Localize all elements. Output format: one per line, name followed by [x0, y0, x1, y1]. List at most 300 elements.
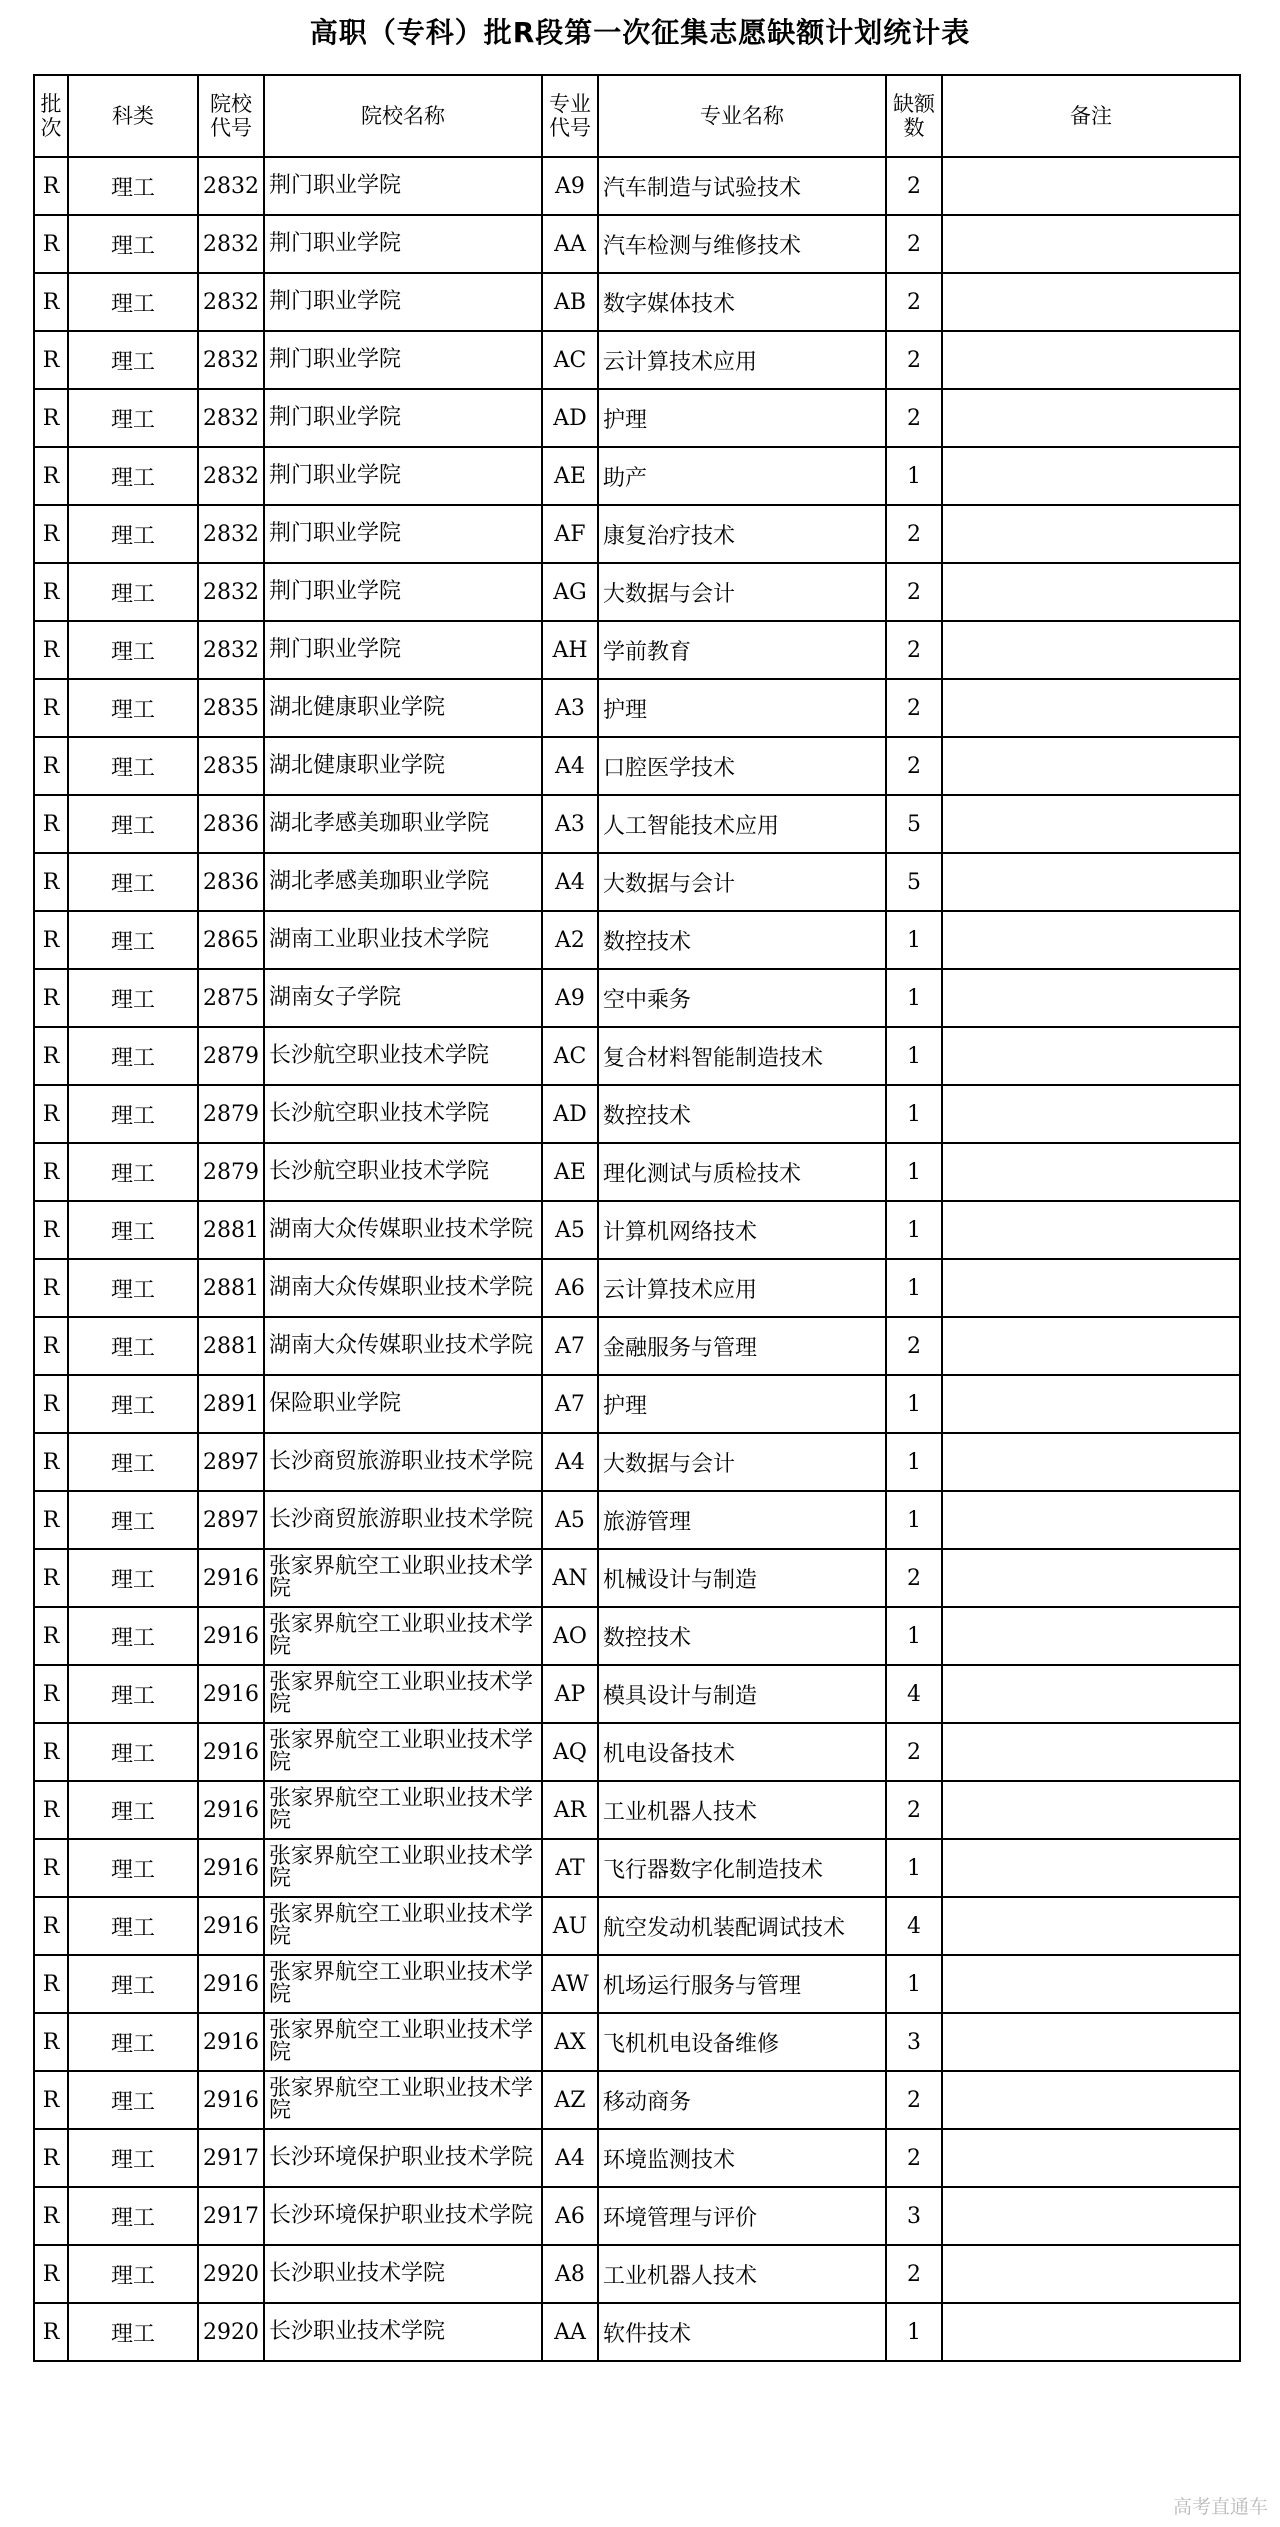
cell-batch: R — [34, 1317, 68, 1375]
cell-remark — [942, 389, 1240, 447]
cell-category: 理工 — [68, 1375, 198, 1433]
cell-major-name: 飞机机电设备维修 — [598, 2013, 886, 2071]
cell-category: 理工 — [68, 679, 198, 737]
cell-school-name: 长沙环境保护职业技术学院 — [264, 2129, 542, 2187]
cell-school-name: 长沙航空职业技术学院 — [264, 1027, 542, 1085]
cell-quota: 2 — [886, 389, 942, 447]
table-row — [34, 447, 1240, 505]
cell-major-code: AX — [542, 2013, 598, 2071]
cell-major-code: A3 — [542, 679, 598, 737]
cell-school-code: 2832 — [198, 621, 264, 679]
cell-category: 理工 — [68, 1781, 198, 1839]
table-row — [34, 621, 1240, 679]
cell-remark — [942, 1375, 1240, 1433]
cell-remark — [942, 2129, 1240, 2187]
cell-major-code: AC — [542, 331, 598, 389]
cell-quota: 5 — [886, 795, 942, 853]
cell-batch: R — [34, 273, 68, 331]
cell-major-code: AB — [542, 273, 598, 331]
cell-school-name: 张家界航空工业职业技术学院 — [264, 1839, 542, 1897]
cell-major-name: 航空发动机装配调试技术 — [598, 1897, 886, 1955]
cell-remark — [942, 215, 1240, 273]
cell-school-name: 荆门职业学院 — [264, 505, 542, 563]
cell-school-code: 2897 — [198, 1491, 264, 1549]
cell-major-name: 数控技术 — [598, 1607, 886, 1665]
cell-major-name: 理化测试与质检技术 — [598, 1143, 886, 1201]
cell-major-code: A9 — [542, 969, 598, 1027]
cell-school-code: 2835 — [198, 679, 264, 737]
cell-remark — [942, 969, 1240, 1027]
cell-school-name: 张家界航空工业职业技术学院 — [264, 1665, 542, 1723]
header-school-name: 院校名称 — [264, 75, 542, 157]
table-row — [34, 911, 1240, 969]
cell-category: 理工 — [68, 1201, 198, 1259]
cell-category: 理工 — [68, 2303, 198, 2361]
cell-major-code: AD — [542, 389, 598, 447]
cell-school-name: 张家界航空工业职业技术学院 — [264, 2071, 542, 2129]
cell-major-name: 护理 — [598, 1375, 886, 1433]
page-title: 高职（专科）批R段第一次征集志愿缺额计划统计表 — [309, 16, 971, 49]
cell-major-code: A4 — [542, 737, 598, 795]
cell-batch: R — [34, 1143, 68, 1201]
cell-school-code: 2836 — [198, 853, 264, 911]
table-row — [34, 2071, 1240, 2129]
cell-batch: R — [34, 2303, 68, 2361]
cell-major-code: A7 — [542, 1375, 598, 1433]
cell-school-code: 2881 — [198, 1317, 264, 1375]
table-row — [34, 1259, 1240, 1317]
cell-batch: R — [34, 2013, 68, 2071]
cell-school-name: 长沙航空职业技术学院 — [264, 1085, 542, 1143]
cell-school-code: 2897 — [198, 1433, 264, 1491]
cell-school-code: 2917 — [198, 2187, 264, 2245]
cell-school-code: 2920 — [198, 2245, 264, 2303]
cell-school-name: 荆门职业学院 — [264, 563, 542, 621]
header-major-name: 专业名称 — [598, 75, 886, 157]
cell-major-name: 数控技术 — [598, 1085, 886, 1143]
cell-quota: 2 — [886, 505, 942, 563]
cell-category: 理工 — [68, 215, 198, 273]
cell-school-code: 2832 — [198, 331, 264, 389]
cell-school-code: 2881 — [198, 1259, 264, 1317]
cell-major-name: 云计算技术应用 — [598, 331, 886, 389]
cell-remark — [942, 1665, 1240, 1723]
cell-school-code: 2836 — [198, 795, 264, 853]
cell-school-name: 长沙商贸旅游职业技术学院 — [264, 1491, 542, 1549]
cell-quota: 2 — [886, 2245, 942, 2303]
cell-batch: R — [34, 1607, 68, 1665]
cell-category: 理工 — [68, 1897, 198, 1955]
cell-remark — [942, 331, 1240, 389]
cell-major-code: A2 — [542, 911, 598, 969]
cell-batch: R — [34, 1375, 68, 1433]
cell-quota: 1 — [886, 969, 942, 1027]
cell-school-code: 2881 — [198, 1201, 264, 1259]
cell-school-code: 2916 — [198, 1723, 264, 1781]
cell-category: 理工 — [68, 389, 198, 447]
cell-remark — [942, 1549, 1240, 1607]
cell-category: 理工 — [68, 2013, 198, 2071]
cell-quota: 1 — [886, 1491, 942, 1549]
table-row — [34, 563, 1240, 621]
cell-quota: 1 — [886, 1375, 942, 1433]
cell-school-code: 2865 — [198, 911, 264, 969]
cell-major-code: A4 — [542, 1433, 598, 1491]
cell-major-name: 工业机器人技术 — [598, 1781, 886, 1839]
cell-remark — [942, 2013, 1240, 2071]
cell-school-name: 张家界航空工业职业技术学院 — [264, 1723, 542, 1781]
cell-major-code: AE — [542, 1143, 598, 1201]
cell-major-code: A6 — [542, 2187, 598, 2245]
header-batch: 批次 — [34, 75, 68, 157]
cell-batch: R — [34, 2071, 68, 2129]
cell-category: 理工 — [68, 1085, 198, 1143]
cell-remark — [942, 505, 1240, 563]
header-category: 科类 — [68, 75, 198, 157]
cell-school-name: 荆门职业学院 — [264, 157, 542, 215]
cell-school-name: 湖南工业职业技术学院 — [264, 911, 542, 969]
cell-quota: 2 — [886, 1723, 942, 1781]
cell-school-name: 张家界航空工业职业技术学院 — [264, 1549, 542, 1607]
cell-major-name: 金融服务与管理 — [598, 1317, 886, 1375]
cell-batch: R — [34, 1491, 68, 1549]
cell-school-code: 2916 — [198, 1781, 264, 1839]
cell-major-name: 助产 — [598, 447, 886, 505]
cell-category: 理工 — [68, 563, 198, 621]
cell-batch: R — [34, 1781, 68, 1839]
cell-major-code: AU — [542, 1897, 598, 1955]
table-row — [34, 1723, 1240, 1781]
cell-major-code: AA — [542, 215, 598, 273]
quota-table — [33, 74, 1241, 2362]
cell-remark — [942, 1607, 1240, 1665]
cell-major-code: AW — [542, 1955, 598, 2013]
header-school-code: 院校代号 — [198, 75, 264, 157]
cell-school-code: 2916 — [198, 1897, 264, 1955]
cell-remark — [942, 1491, 1240, 1549]
table-row — [34, 2129, 1240, 2187]
cell-remark — [942, 1201, 1240, 1259]
cell-major-code: AQ — [542, 1723, 598, 1781]
cell-major-code: A9 — [542, 157, 598, 215]
cell-remark — [942, 1085, 1240, 1143]
cell-quota: 2 — [886, 1317, 942, 1375]
table-row — [34, 1897, 1240, 1955]
cell-batch: R — [34, 2245, 68, 2303]
cell-batch: R — [34, 157, 68, 215]
cell-school-name: 张家界航空工业职业技术学院 — [264, 1781, 542, 1839]
cell-school-name: 长沙商贸旅游职业技术学院 — [264, 1433, 542, 1491]
cell-school-code: 2891 — [198, 1375, 264, 1433]
cell-major-name: 学前教育 — [598, 621, 886, 679]
cell-batch: R — [34, 1549, 68, 1607]
table-row — [34, 1955, 1240, 2013]
cell-remark — [942, 1897, 1240, 1955]
cell-category: 理工 — [68, 1549, 198, 1607]
cell-batch: R — [34, 1085, 68, 1143]
cell-major-name: 护理 — [598, 389, 886, 447]
cell-school-code: 2879 — [198, 1085, 264, 1143]
cell-school-code: 2916 — [198, 1839, 264, 1897]
cell-school-name: 湖南大众传媒职业技术学院 — [264, 1317, 542, 1375]
cell-major-code: A5 — [542, 1491, 598, 1549]
cell-major-name: 数控技术 — [598, 911, 886, 969]
cell-batch: R — [34, 1897, 68, 1955]
table-row — [34, 2013, 1240, 2071]
cell-category: 理工 — [68, 1955, 198, 2013]
cell-school-name: 保险职业学院 — [264, 1375, 542, 1433]
cell-major-name: 复合材料智能制造技术 — [598, 1027, 886, 1085]
cell-batch: R — [34, 389, 68, 447]
cell-major-code: AP — [542, 1665, 598, 1723]
cell-major-code: AG — [542, 563, 598, 621]
cell-major-name: 护理 — [598, 679, 886, 737]
cell-major-name: 软件技术 — [598, 2303, 886, 2361]
cell-school-code: 2832 — [198, 389, 264, 447]
table-row — [34, 1781, 1240, 1839]
cell-category: 理工 — [68, 1665, 198, 1723]
cell-batch: R — [34, 215, 68, 273]
cell-school-code: 2832 — [198, 273, 264, 331]
cell-quota: 2 — [886, 679, 942, 737]
cell-category: 理工 — [68, 2187, 198, 2245]
cell-quota: 1 — [886, 1085, 942, 1143]
cell-major-name: 康复治疗技术 — [598, 505, 886, 563]
cell-school-name: 张家界航空工业职业技术学院 — [264, 2013, 542, 2071]
cell-major-name: 口腔医学技术 — [598, 737, 886, 795]
cell-remark — [942, 795, 1240, 853]
cell-quota: 1 — [886, 1143, 942, 1201]
table-row — [34, 969, 1240, 1027]
table-row — [34, 1317, 1240, 1375]
cell-category: 理工 — [68, 795, 198, 853]
cell-batch: R — [34, 853, 68, 911]
cell-category: 理工 — [68, 1259, 198, 1317]
cell-remark — [942, 1723, 1240, 1781]
cell-school-name: 荆门职业学院 — [264, 621, 542, 679]
cell-category: 理工 — [68, 1027, 198, 1085]
cell-major-code: AZ — [542, 2071, 598, 2129]
cell-school-name: 长沙职业技术学院 — [264, 2303, 542, 2361]
cell-school-name: 湖北孝感美珈职业学院 — [264, 853, 542, 911]
table-header-row — [34, 75, 1240, 157]
cell-school-name: 荆门职业学院 — [264, 447, 542, 505]
cell-school-name: 张家界航空工业职业技术学院 — [264, 1607, 542, 1665]
cell-quota: 2 — [886, 621, 942, 679]
cell-batch: R — [34, 795, 68, 853]
table-row — [34, 853, 1240, 911]
table-row — [34, 273, 1240, 331]
cell-major-code: AT — [542, 1839, 598, 1897]
cell-batch: R — [34, 1259, 68, 1317]
cell-school-name: 湖北孝感美珈职业学院 — [264, 795, 542, 853]
table-row — [34, 389, 1240, 447]
cell-school-code: 2835 — [198, 737, 264, 795]
cell-school-name: 长沙环境保护职业技术学院 — [264, 2187, 542, 2245]
cell-quota: 4 — [886, 1665, 942, 1723]
cell-remark — [942, 1781, 1240, 1839]
table-row — [34, 2187, 1240, 2245]
cell-remark — [942, 447, 1240, 505]
cell-remark — [942, 679, 1240, 737]
cell-remark — [942, 1317, 1240, 1375]
cell-major-code: A6 — [542, 1259, 598, 1317]
cell-school-name: 湖南大众传媒职业技术学院 — [264, 1259, 542, 1317]
table-row — [34, 1143, 1240, 1201]
cell-category: 理工 — [68, 1607, 198, 1665]
cell-quota: 1 — [886, 1955, 942, 2013]
cell-major-code: AC — [542, 1027, 598, 1085]
cell-school-code: 2916 — [198, 1607, 264, 1665]
cell-batch: R — [34, 679, 68, 737]
cell-school-code: 2832 — [198, 157, 264, 215]
cell-quota: 1 — [886, 447, 942, 505]
cell-major-name: 模具设计与制造 — [598, 1665, 886, 1723]
cell-category: 理工 — [68, 2071, 198, 2129]
cell-quota: 1 — [886, 1259, 942, 1317]
cell-major-code: AO — [542, 1607, 598, 1665]
cell-remark — [942, 1259, 1240, 1317]
cell-category: 理工 — [68, 911, 198, 969]
header-major-code: 专业代号 — [542, 75, 598, 157]
cell-major-name: 大数据与会计 — [598, 563, 886, 621]
cell-quota: 2 — [886, 1781, 942, 1839]
cell-major-code: AR — [542, 1781, 598, 1839]
cell-major-code: A4 — [542, 2129, 598, 2187]
cell-major-name: 大数据与会计 — [598, 1433, 886, 1491]
cell-major-name: 工业机器人技术 — [598, 2245, 886, 2303]
cell-major-code: A7 — [542, 1317, 598, 1375]
cell-batch: R — [34, 1839, 68, 1897]
cell-school-code: 2875 — [198, 969, 264, 1027]
table-row — [34, 1491, 1240, 1549]
cell-batch: R — [34, 2129, 68, 2187]
cell-remark — [942, 1839, 1240, 1897]
cell-category: 理工 — [68, 331, 198, 389]
watermark: 高考直通车 — [1172, 2496, 1268, 2518]
table-row — [34, 1375, 1240, 1433]
cell-remark — [942, 273, 1240, 331]
cell-major-code: AN — [542, 1549, 598, 1607]
cell-major-name: 机械设计与制造 — [598, 1549, 886, 1607]
cell-major-name: 云计算技术应用 — [598, 1259, 886, 1317]
cell-quota: 2 — [886, 215, 942, 273]
cell-major-name: 人工智能技术应用 — [598, 795, 886, 853]
cell-school-code: 2917 — [198, 2129, 264, 2187]
cell-school-code: 2916 — [198, 1955, 264, 2013]
cell-batch: R — [34, 1433, 68, 1491]
cell-batch: R — [34, 969, 68, 1027]
cell-quota: 3 — [886, 2013, 942, 2071]
table-row — [34, 1549, 1240, 1607]
cell-school-code: 2916 — [198, 2071, 264, 2129]
cell-remark — [942, 2245, 1240, 2303]
cell-batch: R — [34, 331, 68, 389]
cell-remark — [942, 911, 1240, 969]
cell-school-code: 2916 — [198, 1549, 264, 1607]
cell-quota: 2 — [886, 273, 942, 331]
cell-major-name: 旅游管理 — [598, 1491, 886, 1549]
cell-school-name: 张家界航空工业职业技术学院 — [264, 1897, 542, 1955]
cell-major-code: A4 — [542, 853, 598, 911]
cell-school-code: 2879 — [198, 1143, 264, 1201]
cell-batch: R — [34, 2187, 68, 2245]
cell-school-name: 湖南女子学院 — [264, 969, 542, 1027]
cell-remark — [942, 563, 1240, 621]
table-row — [34, 1085, 1240, 1143]
cell-major-code: AF — [542, 505, 598, 563]
cell-school-name: 湖南大众传媒职业技术学院 — [264, 1201, 542, 1259]
table-row — [34, 1665, 1240, 1723]
cell-category: 理工 — [68, 2129, 198, 2187]
cell-major-code: AD — [542, 1085, 598, 1143]
cell-quota: 2 — [886, 563, 942, 621]
cell-quota: 1 — [886, 1433, 942, 1491]
cell-category: 理工 — [68, 273, 198, 331]
cell-major-code: AA — [542, 2303, 598, 2361]
cell-remark — [942, 2187, 1240, 2245]
cell-remark — [942, 2071, 1240, 2129]
cell-remark — [942, 853, 1240, 911]
cell-quota: 3 — [886, 2187, 942, 2245]
table-row — [34, 2303, 1240, 2361]
table-row — [34, 679, 1240, 737]
cell-quota: 2 — [886, 2071, 942, 2129]
cell-quota: 1 — [886, 2303, 942, 2361]
cell-quota: 2 — [886, 331, 942, 389]
cell-category: 理工 — [68, 1723, 198, 1781]
cell-school-name: 长沙航空职业技术学院 — [264, 1143, 542, 1201]
cell-category: 理工 — [68, 853, 198, 911]
cell-major-code: AH — [542, 621, 598, 679]
cell-major-code: A3 — [542, 795, 598, 853]
cell-major-name: 环境管理与评价 — [598, 2187, 886, 2245]
cell-category: 理工 — [68, 1317, 198, 1375]
cell-category: 理工 — [68, 737, 198, 795]
cell-category: 理工 — [68, 1143, 198, 1201]
table-row — [34, 2245, 1240, 2303]
cell-batch: R — [34, 621, 68, 679]
table-row — [34, 737, 1240, 795]
cell-major-name: 机电设备技术 — [598, 1723, 886, 1781]
header-quota: 缺额数 — [886, 75, 942, 157]
cell-batch: R — [34, 1955, 68, 2013]
cell-category: 理工 — [68, 1491, 198, 1549]
cell-category: 理工 — [68, 447, 198, 505]
cell-school-code: 2879 — [198, 1027, 264, 1085]
cell-remark — [942, 621, 1240, 679]
cell-remark — [942, 157, 1240, 215]
cell-category: 理工 — [68, 1839, 198, 1897]
cell-quota: 1 — [886, 1201, 942, 1259]
cell-category: 理工 — [68, 505, 198, 563]
table-row — [34, 331, 1240, 389]
cell-major-name: 汽车检测与维修技术 — [598, 215, 886, 273]
cell-category: 理工 — [68, 969, 198, 1027]
table-row — [34, 1607, 1240, 1665]
cell-major-code: A5 — [542, 1201, 598, 1259]
cell-major-name: 空中乘务 — [598, 969, 886, 1027]
cell-school-code: 2832 — [198, 447, 264, 505]
table-row — [34, 1839, 1240, 1897]
table-row — [34, 505, 1240, 563]
cell-school-name: 荆门职业学院 — [264, 215, 542, 273]
cell-batch: R — [34, 505, 68, 563]
cell-major-name: 移动商务 — [598, 2071, 886, 2129]
cell-remark — [942, 1027, 1240, 1085]
cell-remark — [942, 2303, 1240, 2361]
cell-category: 理工 — [68, 157, 198, 215]
